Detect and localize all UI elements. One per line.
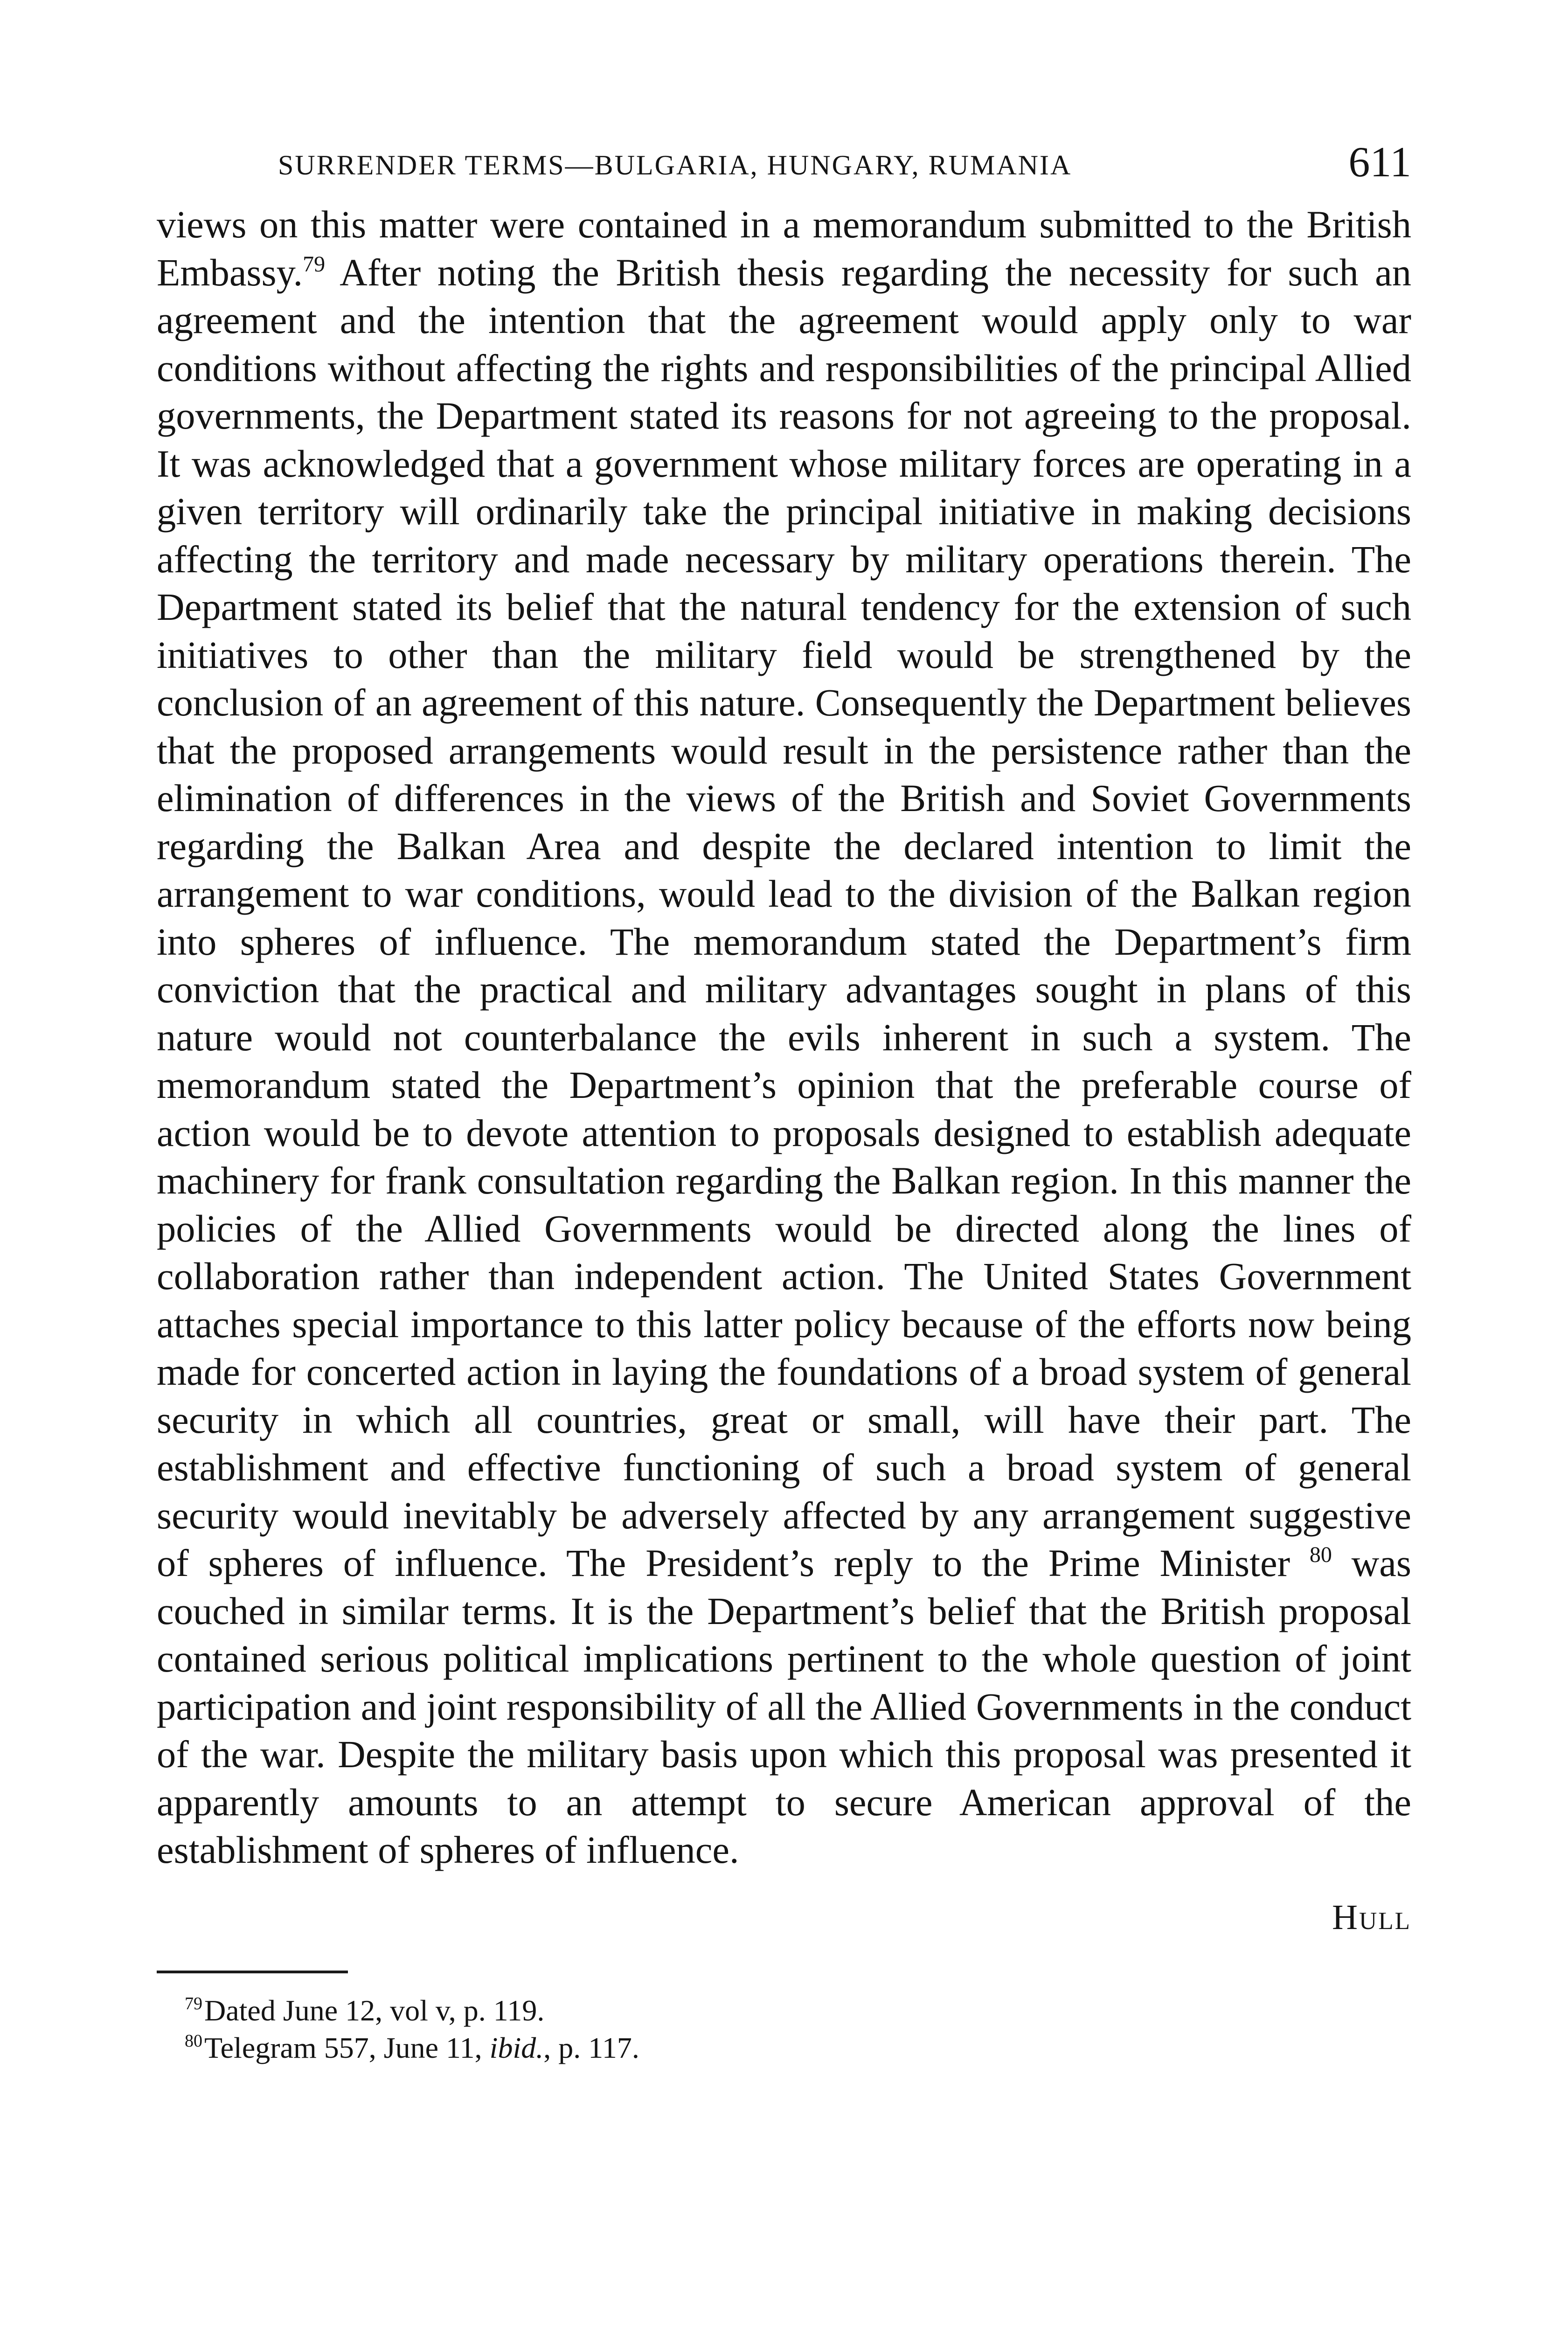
signature: Hull [1332, 1897, 1411, 1937]
footnote-ref-79[interactable]: 79 [303, 251, 326, 277]
footnote-text: Dated June 12, vol v, p. 119. [204, 1993, 545, 2027]
footnote-text: , p. 117. [543, 2031, 639, 2064]
footnote-marker: 80 [185, 2031, 202, 2051]
body-text-segment: views on this matter were contained in a memorandum submitted to the British Embassy. [157, 203, 1411, 294]
page-number: 611 [1348, 138, 1411, 186]
footnote-text: Telegram 557, June 11, [204, 2031, 490, 2064]
running-head [157, 131, 1411, 201]
running-title: SURRENDER TERMS—BULGARIA, HUNGARY, RUMANIA [278, 150, 1072, 180]
footnote-79 [157, 1992, 1411, 2029]
document-page [157, 131, 1411, 2067]
footnotes [157, 1992, 1411, 2067]
body-paragraph [157, 201, 1411, 1874]
footnote-80 [157, 2029, 1411, 2067]
footnote-marker: 79 [185, 1993, 202, 2013]
footnote-ibid: ibid. [489, 2031, 544, 2064]
footnote-divider [157, 1971, 348, 1973]
body-text-segment: was couched in similar terms. It is the Department’s belief that the British proposal contained serious political implications pertinent to the whole question of joint participation and joint responsibility of all the Allied Governments in the conduct of the war. Despite the military basis upon which this proposal was presented it apparently amounts to an attempt to secure American approval of the establishment of spheres of influence. [157, 1541, 1411, 1871]
body-text-segment: After noting the British thesis regarding the necessity for such an agreement and the intention that the agreement would apply only to war conditions without affecting the rights and responsibilities of the principal Allied governments, the Department stated its reasons for not agreeing to the proposal. It was acknowledged that a government whose military forces are operating in a given territory will ordinarily take the principal initiative in making decisions affecting the territory and made necessary by military operations therein. The Department stated its belief that the natural tendency for the extension of such initiatives to other than the military field would be strengthened by the conclusion of an agreement of this nature. Consequently the Department believes that the proposed arrangements would result in the persistence rather than the elimination of differences in the views of the British and Soviet Governments regarding the Balkan Area and despite the declared intention to limit the arrangement to war conditions, would lead to the division of the Balkan region into spheres of influence. The memorandum stated the Department’s firm conviction that the practical and military advantages sought in plans of this nature would not counterbalance the evils inherent in such a system. The memorandum stated the Department’s opinion that the preferable course of action would be to devote attention to proposals designed to establish adequate machinery for frank consultation regarding the Balkan region. In this manner the policies of the Allied Governments would be directed along the lines of collaboration rather than independent action. The United States Government attaches special importance to this latter policy because of the efforts now being made for concerted action in laying the foundations of a broad system of general security in which all countries, great or small, will have their part. The establishment and effective functioning of such a broad system of general security would inevitably be adversely affected by any arrangement suggestive of spheres of influence. The President’s reply to the Prime Minister [157, 250, 1411, 1584]
footnote-ref-80[interactable]: 80 [1309, 1542, 1332, 1567]
